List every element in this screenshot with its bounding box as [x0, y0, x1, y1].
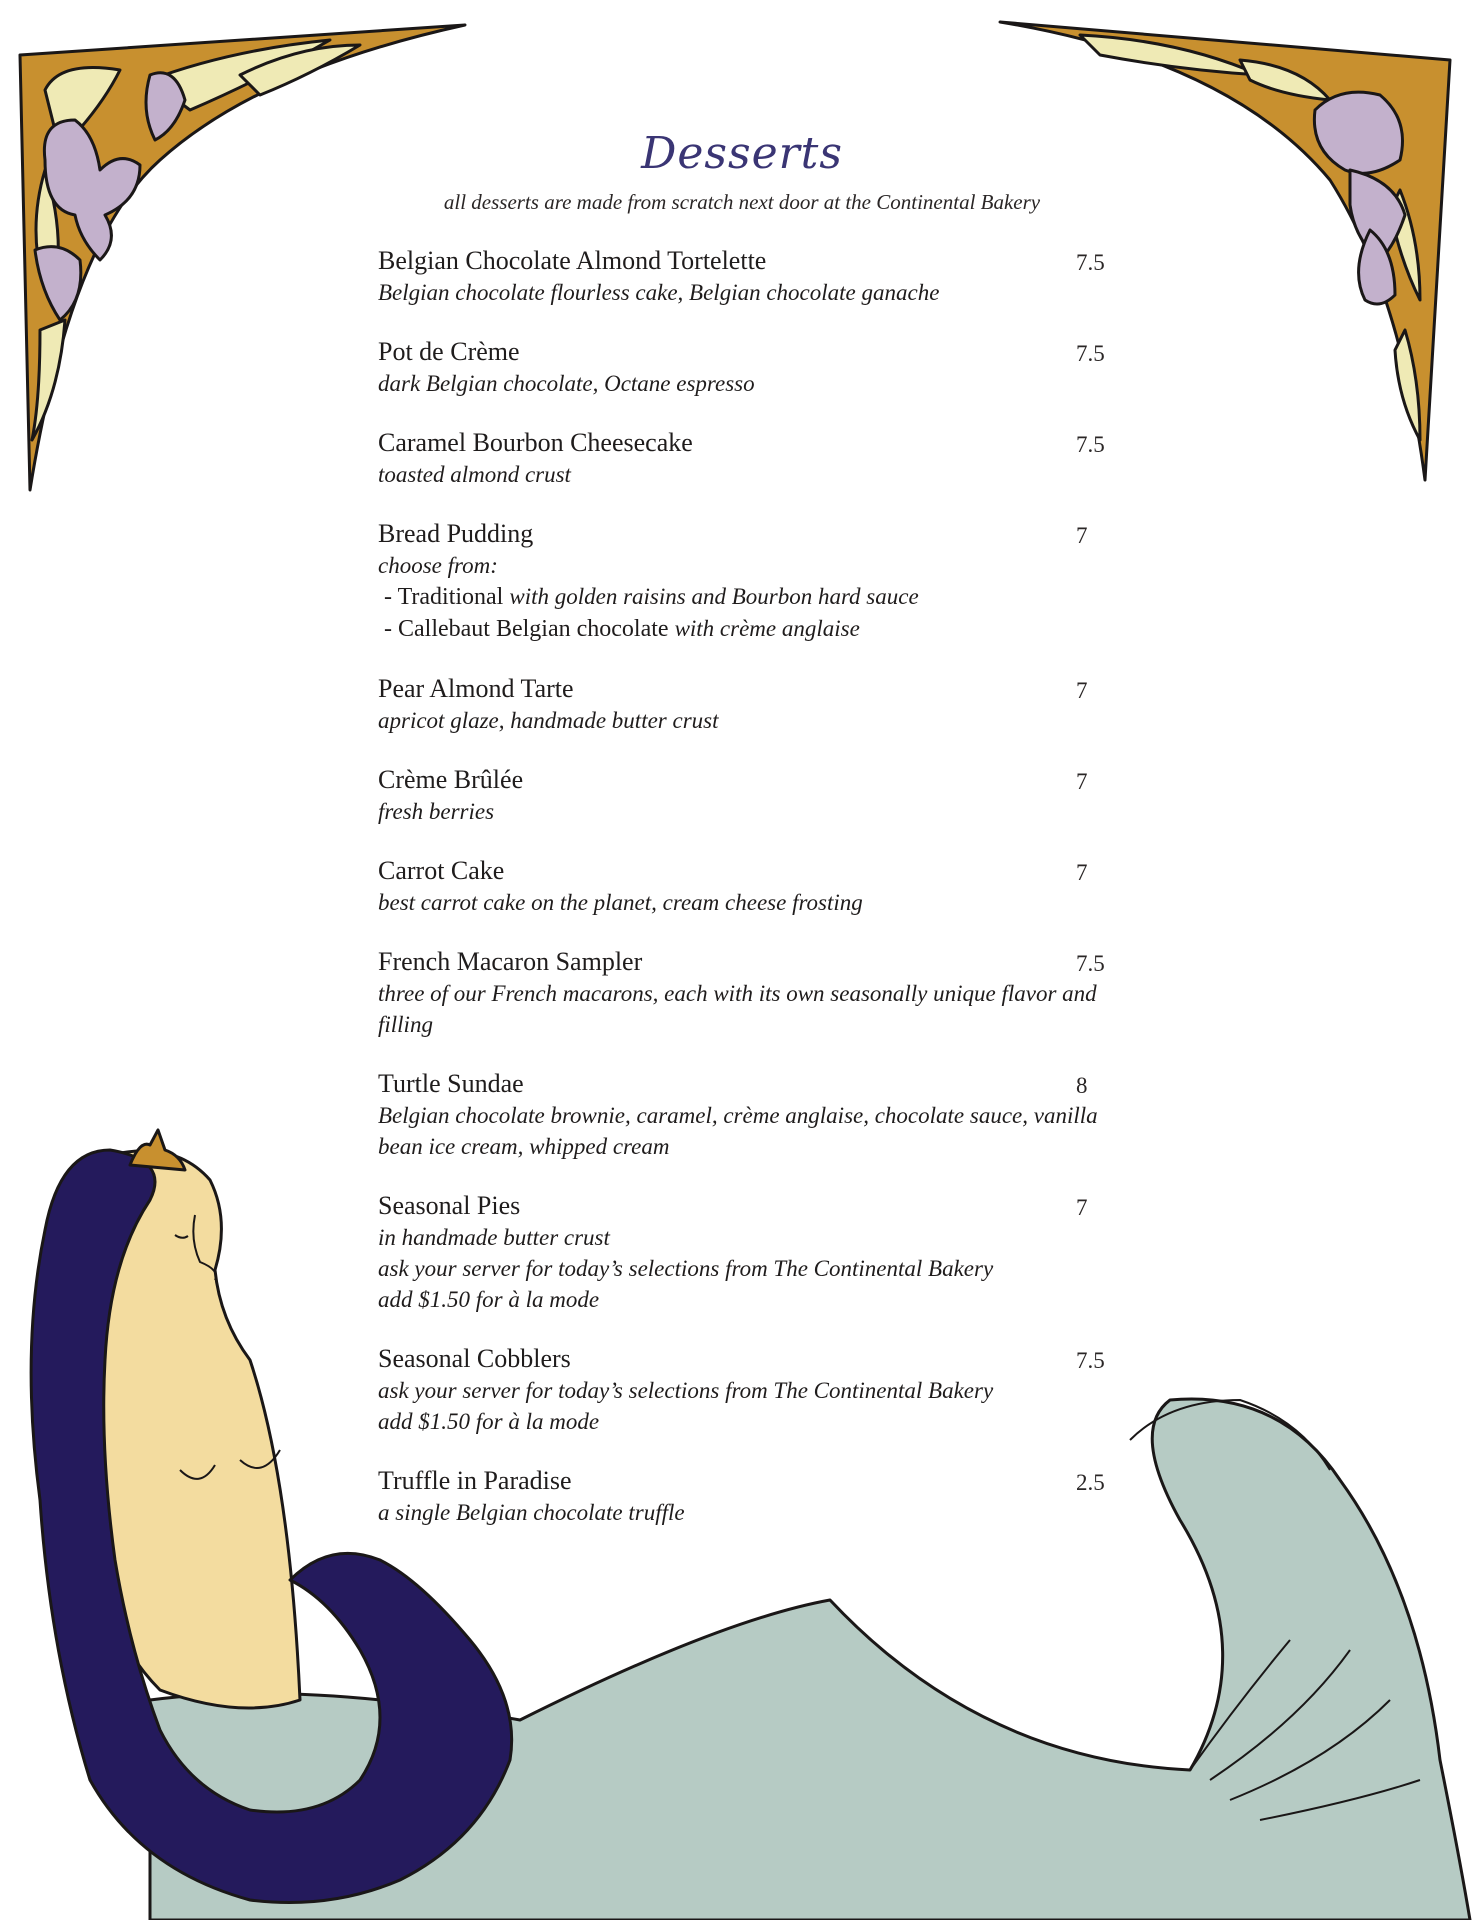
item-description: a single Belgian chocolate truffle	[378, 1500, 685, 1525]
option-detail: with crème anglaise	[674, 616, 860, 641]
item-description: fresh berries	[378, 799, 495, 824]
item-name: Seasonal Pies	[378, 1191, 521, 1220]
item-name: Belgian Chocolate Almond Tortelette	[378, 246, 767, 275]
item-description: best carrot cake on the planet, cream cheese frosting	[378, 890, 863, 915]
item-description: three of our French macarons, each with its own seasonally unique flavor and filling	[378, 981, 1097, 1037]
menu-item	[378, 854, 1138, 918]
item-name: Pot de Crème	[378, 337, 520, 366]
menu-title: Desserts	[641, 128, 843, 179]
option-prefix: -	[384, 616, 398, 642]
item-description: Belgian chocolate brownie, caramel, crème anglaise, chocolate sauce, vanilla bean ice cream, whipped cream	[378, 1103, 1098, 1159]
item-name: Turtle Sundae	[378, 1069, 524, 1098]
item-price: 7.5	[1076, 250, 1105, 275]
item-price: 7.5	[1076, 951, 1105, 976]
menu-item	[378, 335, 1138, 399]
item-description: toasted almond crust	[378, 462, 571, 487]
item-name: Carrot Cake	[378, 856, 505, 885]
item-price: 7	[1076, 769, 1088, 794]
item-price: 7	[1076, 678, 1088, 703]
menu-item	[378, 763, 1138, 827]
option-prefix: -	[384, 584, 398, 610]
item-name: French Macaron Sampler	[378, 947, 643, 976]
item-price: 7	[1076, 523, 1088, 548]
menu-item	[378, 672, 1138, 736]
item-name: Truffle in Paradise	[378, 1466, 572, 1495]
option-name: Callebaut Belgian chocolate	[398, 616, 669, 642]
item-name: Bread Pudding	[378, 519, 534, 548]
item-description: in handmade butter crust	[378, 1225, 610, 1250]
item-price: 7	[1076, 1195, 1088, 1220]
menu-subtitle: all desserts are made from scratch next door at the Continental Bakery	[443, 190, 1041, 214]
menu-item	[378, 1464, 1138, 1528]
item-price: 7.5	[1076, 341, 1105, 366]
menu-item	[378, 1342, 1138, 1437]
item-name: Caramel Bourbon Cheesecake	[378, 428, 693, 457]
item-description: choose from:	[378, 553, 498, 578]
item-option	[378, 581, 1138, 613]
item-price: 7.5	[1076, 432, 1105, 457]
item-description: Belgian chocolate flourless cake, Belgian chocolate ganache	[378, 280, 940, 305]
item-name: Crème Brûlée	[378, 765, 524, 794]
menu-items	[378, 244, 1138, 1555]
menu-item	[378, 1067, 1138, 1162]
option-name: Traditional	[397, 584, 504, 610]
item-description: add $1.50 for à la mode	[378, 1287, 600, 1312]
item-description: apricot glaze, handmade butter crust	[378, 708, 719, 733]
item-price: 8	[1076, 1073, 1088, 1098]
item-option	[378, 613, 1138, 645]
menu-item	[378, 1189, 1138, 1315]
item-description: ask your server for today’s selections from The Continental Bakery	[378, 1256, 994, 1281]
item-description: ask your server for today’s selections from The Continental Bakery	[378, 1378, 994, 1403]
option-detail: with golden raisins and Bourbon hard sauce	[509, 584, 919, 609]
item-description: add $1.50 for à la mode	[378, 1409, 600, 1434]
item-price: 7.5	[1076, 1348, 1105, 1373]
item-description: dark Belgian chocolate, Octane espresso	[378, 371, 755, 396]
menu-item	[378, 426, 1138, 490]
item-name: Seasonal Cobblers	[378, 1344, 571, 1373]
menu-item	[378, 945, 1138, 1040]
item-price: 2.5	[1076, 1470, 1105, 1495]
menu-item	[378, 244, 1138, 308]
menu-item	[378, 517, 1138, 645]
item-price: 7	[1076, 860, 1088, 885]
item-name: Pear Almond Tarte	[378, 674, 574, 703]
